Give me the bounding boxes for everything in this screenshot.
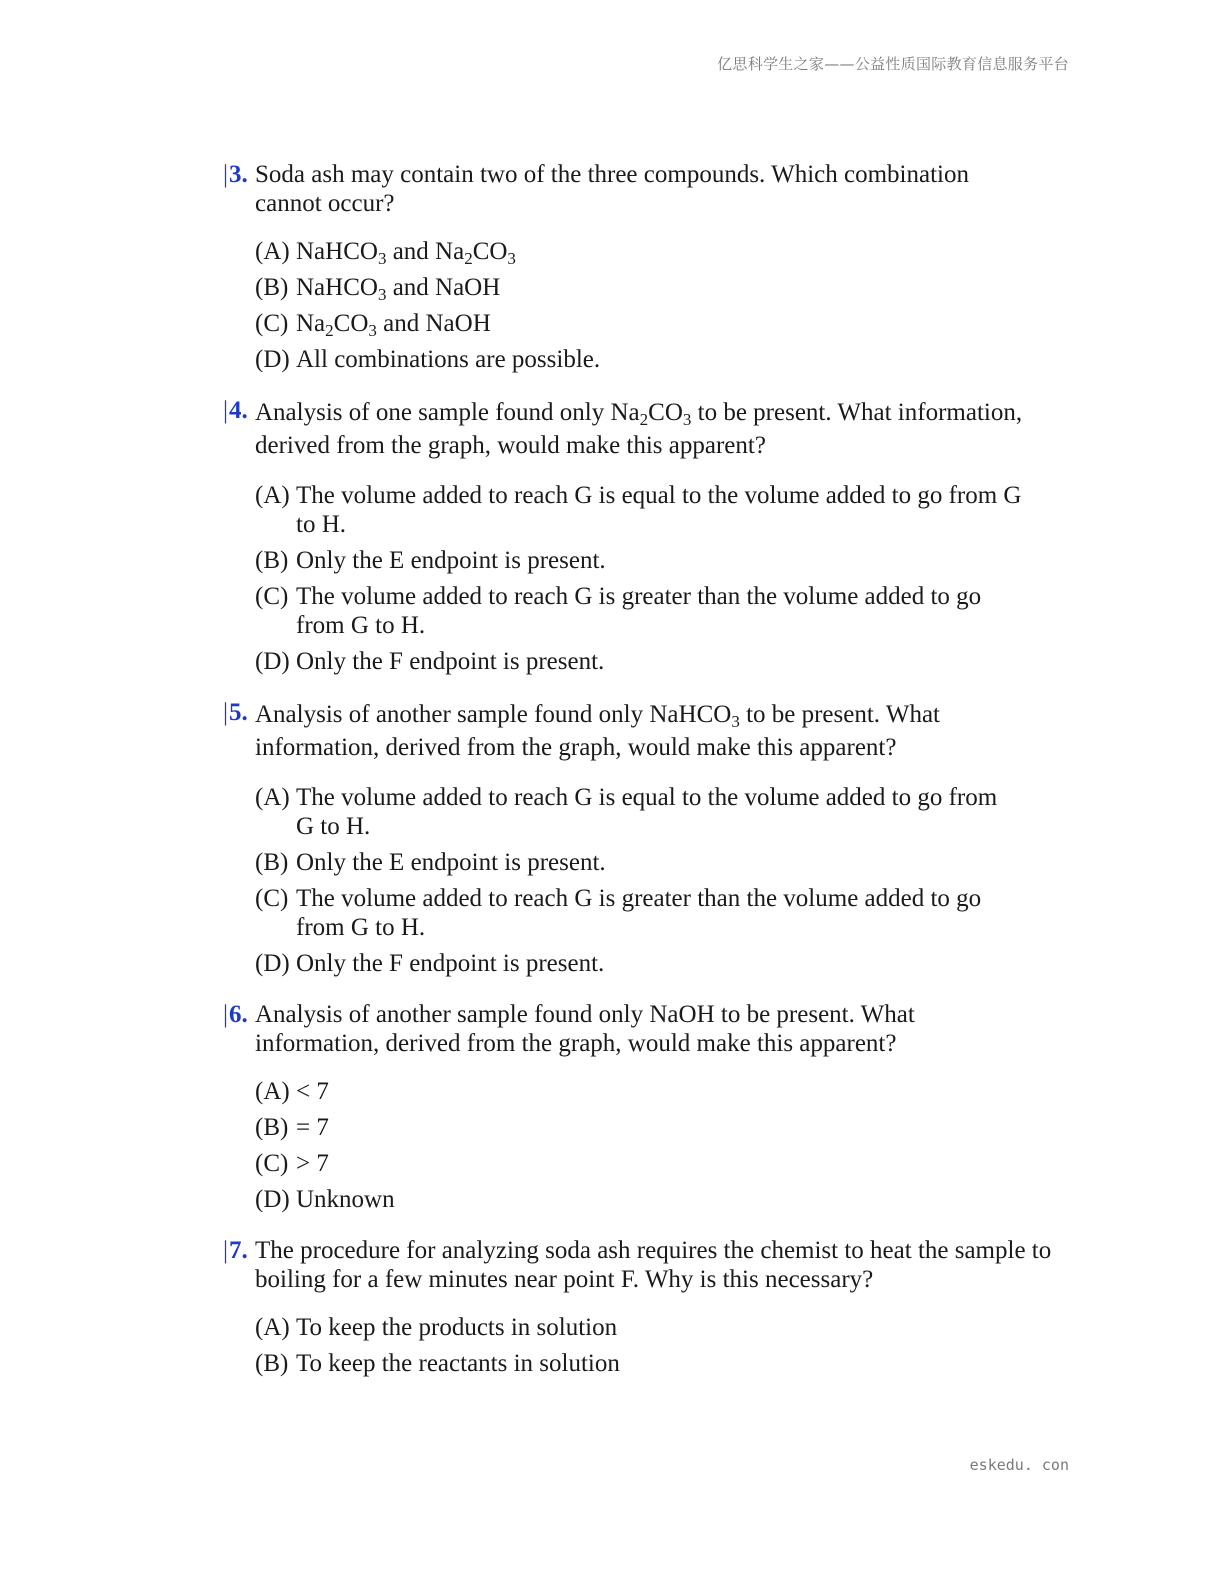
question-stem: Soda ash may contain two of the three compounds. Which combination cannot occur? bbox=[255, 161, 969, 217]
option-text: The volume added to reach G is equal to the volume added to go from G to H. bbox=[296, 482, 1022, 538]
option-a bbox=[255, 1077, 955, 1106]
option-a bbox=[255, 1313, 1055, 1342]
option-b bbox=[255, 546, 1045, 575]
page-header: 亿思科学生之家——公益性质国际教育信息服务平台 bbox=[717, 55, 1069, 73]
option-c bbox=[255, 1149, 955, 1178]
option-label: (D) bbox=[255, 648, 290, 675]
option-label: (A) bbox=[255, 482, 290, 509]
question-4 bbox=[223, 396, 1045, 676]
option-text: Only the E endpoint is present. bbox=[296, 547, 606, 574]
option-text: Only the F endpoint is present. bbox=[296, 950, 605, 977]
options-list bbox=[255, 237, 995, 374]
question-stem: Analysis of one sample found only $Na_2CO_3$ to be present. What information, derived from the graph, would make this apparent? bbox=[255, 399, 1023, 459]
option-label: (D) bbox=[255, 1186, 290, 1213]
option-d bbox=[255, 949, 1013, 978]
option-label: (B) bbox=[255, 547, 289, 574]
question-3 bbox=[223, 160, 995, 374]
option-d bbox=[255, 647, 1045, 676]
option-b bbox=[255, 1349, 1055, 1378]
question-list bbox=[223, 160, 1052, 1385]
option-text: To keep the products in solution bbox=[296, 1314, 618, 1341]
option-d bbox=[255, 345, 995, 374]
question-number: |4. bbox=[223, 397, 248, 424]
option-text: $Na_2CO_3$ and NaOH bbox=[296, 310, 491, 340]
option-text: Unknown bbox=[296, 1186, 395, 1213]
option-c bbox=[255, 884, 1016, 942]
option-c bbox=[255, 309, 995, 338]
option-text: NaHCO$_3$ and $Na_2CO_3$ bbox=[296, 238, 516, 268]
options-list bbox=[255, 481, 1045, 676]
option-text: NaHCO$_3$ and NaOH bbox=[296, 274, 501, 304]
option-a bbox=[255, 783, 1013, 841]
option-label: (C) bbox=[255, 885, 289, 912]
option-text: The volume added to reach G is equal to the volume added to go from G to H. bbox=[296, 784, 998, 840]
question-stem: Analysis of another sample found only NaOH to be present. What information, derived from the graph, would make this apparent? bbox=[255, 1001, 915, 1057]
option-text: The volume added to reach G is greater than the volume added to go from G to H. bbox=[296, 885, 982, 941]
question-number: |6. bbox=[223, 1001, 248, 1028]
option-label: (D) bbox=[255, 950, 290, 977]
options-list bbox=[255, 783, 1013, 978]
option-d bbox=[255, 1185, 955, 1214]
question-stem: Analysis of another sample found only NaHCO$_3$ to be present. What information, derived from the graph, would make this apparent? bbox=[255, 701, 940, 761]
option-label: (B) bbox=[255, 1114, 289, 1141]
option-text: Only the F endpoint is present. bbox=[296, 648, 605, 675]
option-label: (C) bbox=[255, 1150, 289, 1177]
option-label: (A) bbox=[255, 1314, 290, 1341]
option-b bbox=[255, 1113, 955, 1142]
option-text: > 7 bbox=[296, 1150, 329, 1177]
question-5 bbox=[223, 698, 998, 978]
question-number: |5. bbox=[223, 699, 248, 726]
option-text: The volume added to reach G is greater than the volume added to go from G to H. bbox=[296, 583, 982, 639]
option-text: = 7 bbox=[296, 1114, 329, 1141]
option-label: (C) bbox=[255, 583, 289, 610]
option-a bbox=[255, 481, 1045, 539]
question-7 bbox=[223, 1236, 1055, 1378]
option-text: All combinations are possible. bbox=[296, 346, 601, 373]
option-label: (C) bbox=[255, 310, 289, 337]
option-label: (B) bbox=[255, 849, 289, 876]
option-label: (B) bbox=[255, 274, 289, 301]
question-6 bbox=[223, 1000, 955, 1214]
option-text: Only the E endpoint is present. bbox=[296, 849, 606, 876]
option-c bbox=[255, 582, 1016, 640]
option-label: (D) bbox=[255, 346, 290, 373]
question-stem: The procedure for analyzing soda ash requires the chemist to heat the sample to boiling for a few minutes near point F. Why is this necessary? bbox=[255, 1237, 1052, 1293]
question-number: |3. bbox=[223, 161, 248, 188]
question-number: |7. bbox=[223, 1237, 248, 1264]
page-footer: eskedu. con bbox=[969, 1456, 1069, 1474]
option-text: < 7 bbox=[296, 1078, 329, 1105]
option-label: (A) bbox=[255, 238, 290, 265]
option-label: (A) bbox=[255, 784, 290, 811]
options-list bbox=[255, 1077, 955, 1214]
option-label: (B) bbox=[255, 1350, 289, 1377]
option-a bbox=[255, 237, 995, 266]
option-text: To keep the reactants in solution bbox=[296, 1350, 620, 1377]
options-list bbox=[255, 1313, 1055, 1378]
option-b bbox=[255, 848, 1013, 877]
option-label: (A) bbox=[255, 1078, 290, 1105]
option-b bbox=[255, 273, 995, 302]
